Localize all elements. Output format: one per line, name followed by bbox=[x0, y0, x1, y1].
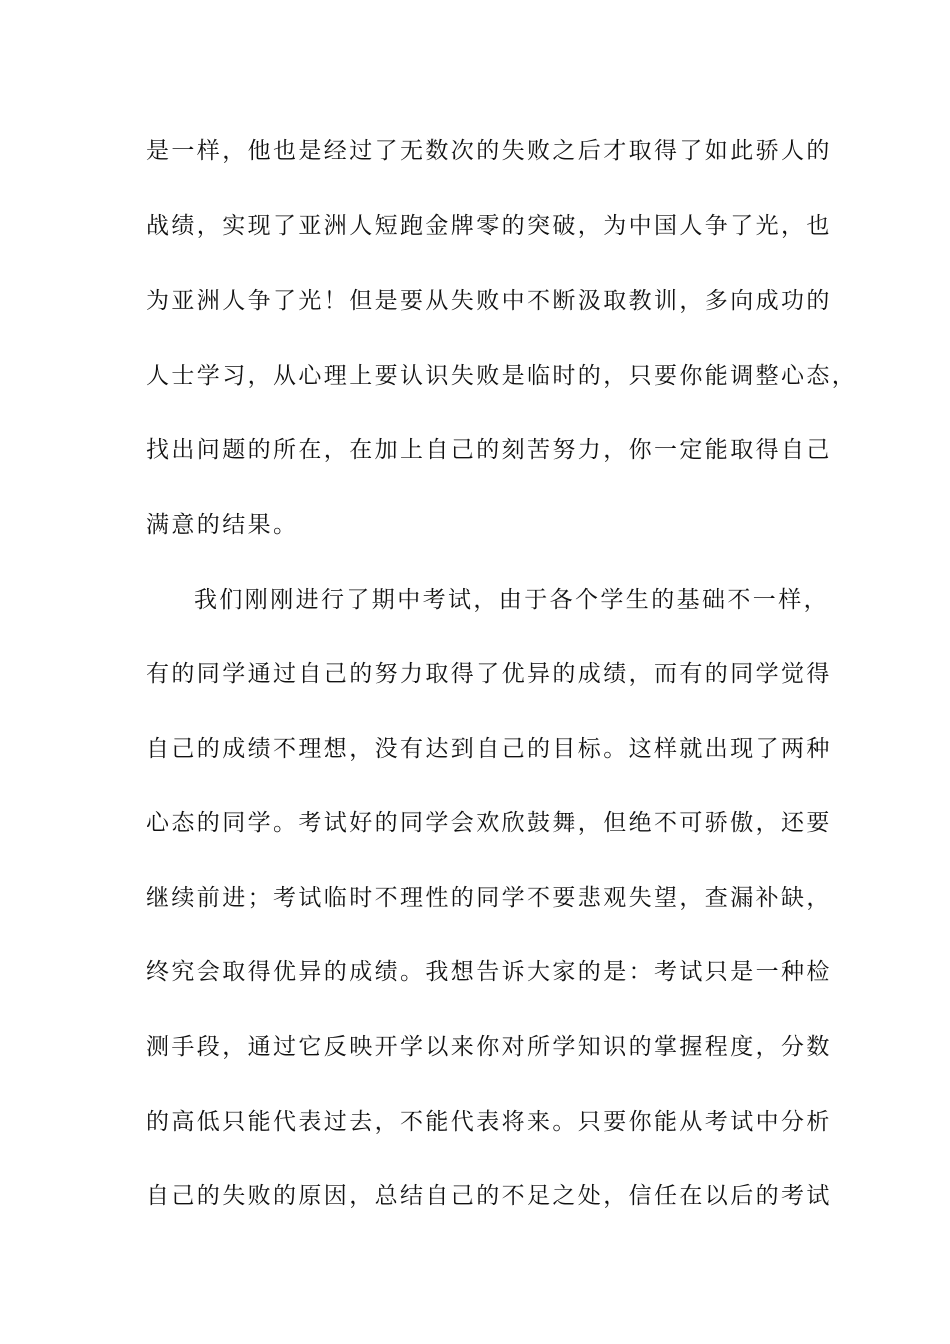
text-line: 继续前进；考试临时不理性的同学不要悲观失望，查漏补缺， bbox=[146, 885, 832, 911]
text-line: 测手段，通过它反映开学以来你对所学知识的掌握程度，分数 bbox=[146, 1034, 832, 1060]
text-line: 自己的失败的原因，总结自己的不足之处，信任在以后的考试 bbox=[146, 1183, 832, 1209]
text-line: 为亚洲人争了光！但是要从失败中不断汲取教训，多向成功的 bbox=[146, 288, 832, 314]
text-line: 自己的成绩不理想，没有达到自己的目标。这样就出现了两种 bbox=[146, 736, 832, 762]
text-line: 找出问题的所在，在加上自己的刻苦努力，你一定能取得自己 bbox=[146, 437, 832, 463]
text-line: 战绩，实现了亚洲人短跑金牌零的突破，为中国人争了光，也 bbox=[146, 213, 832, 239]
paragraph-first-line: 我们刚刚进行了期中考试，由于各个学生的基础不一样， bbox=[194, 587, 829, 613]
text-line: 终究会取得优异的成绩。我想告诉大家的是：考试只是一种检 bbox=[146, 959, 832, 985]
text-line: 满意的结果。 bbox=[146, 512, 299, 538]
text-line: 人士学习，从心理上要认识失败是临时的，只要你能调整心态， bbox=[146, 363, 858, 389]
text-line: 的高低只能代表过去，不能代表将来。只要你能从考试中分析 bbox=[146, 1109, 832, 1135]
text-line: 有的同学通过自己的努力取得了优异的成绩，而有的同学觉得 bbox=[146, 661, 832, 687]
text-line: 是一样，他也是经过了无数次的失败之后才取得了如此骄人的 bbox=[146, 138, 832, 164]
text-line: 心态的同学。考试好的同学会欢欣鼓舞，但绝不可骄傲，还要 bbox=[146, 810, 832, 836]
